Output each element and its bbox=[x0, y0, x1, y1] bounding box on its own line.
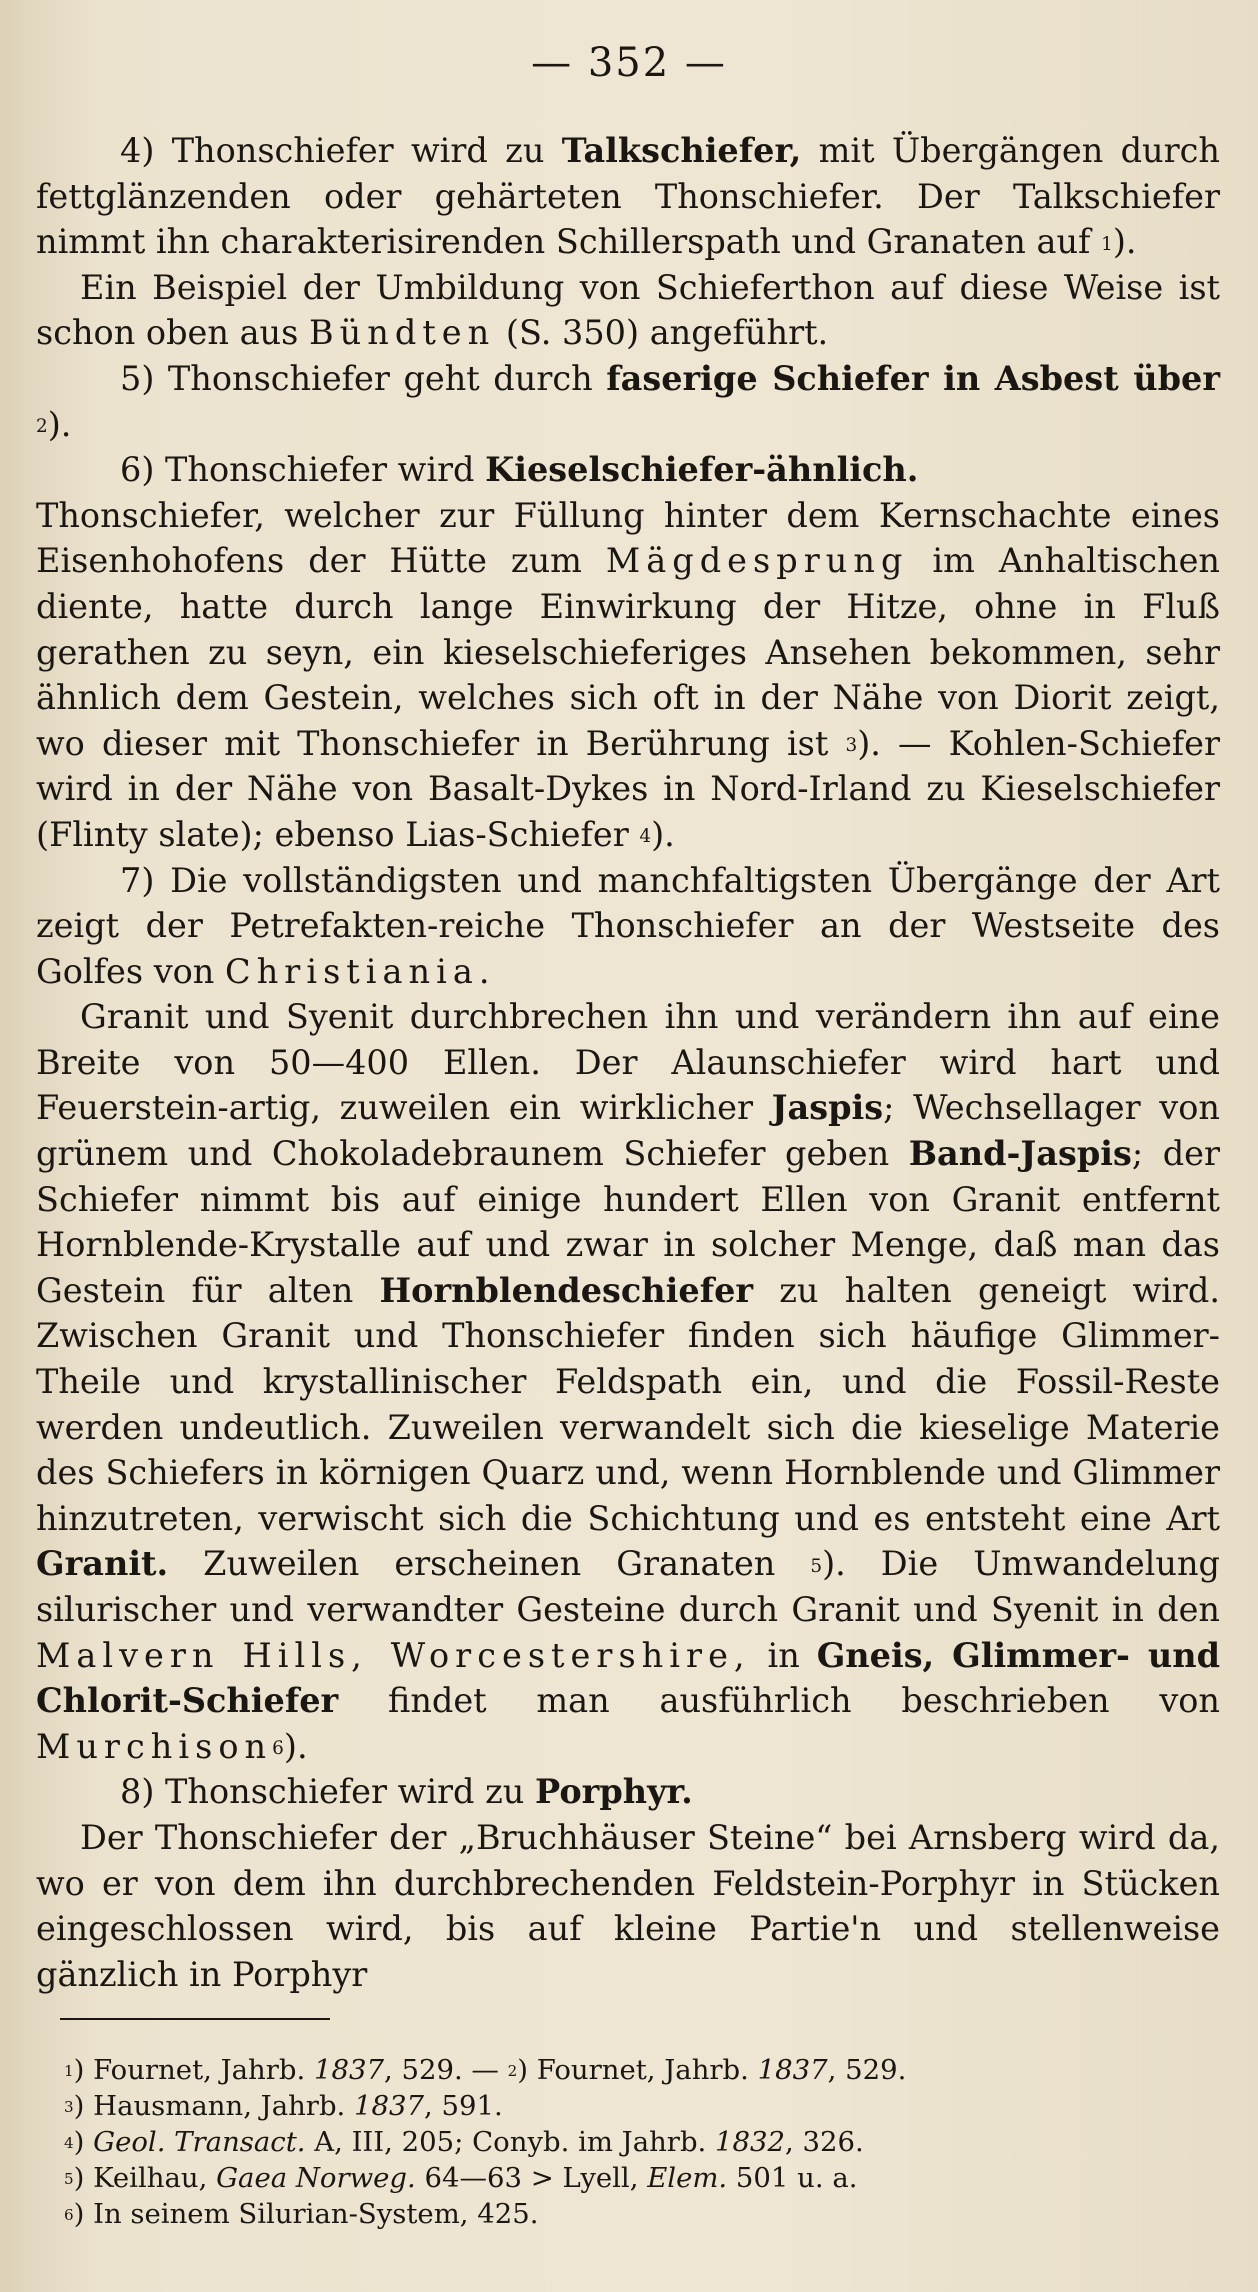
text-run: mit Übergängen durch fettglänzenden oder gehärteten Thonschiefer. Der Talkschiefer nimmt ihn charakterisirenden Schillerspath und Granaten auf bbox=[36, 131, 1220, 262]
text-run: 6) Thonschiefer wird bbox=[120, 450, 486, 490]
footnote-year: 1832 bbox=[715, 2126, 786, 2158]
footnote-text: ) Hausmann, Jahrb. bbox=[73, 2090, 355, 2122]
term-jaspis: Jaspis bbox=[771, 1088, 884, 1128]
footnote-text: Lyell, bbox=[553, 2162, 648, 2194]
footnote-ref[interactable]: 1 bbox=[1101, 233, 1113, 255]
text-run: findet man ausführlich beschrieben von bbox=[338, 1681, 1220, 1721]
footnote-text: , 591. bbox=[424, 2090, 503, 2122]
text-run: Thonschiefer, welcher zur Füllung hinter dem Kernschachte eines Eisenhohofens der Hütte zum bbox=[36, 495, 1220, 581]
text-run: ). Die Umwandelung silurischer und verwandter Gesteine durch Granit und Syenit in den bbox=[36, 1544, 1220, 1629]
place-buendten: Bündten bbox=[308, 313, 496, 353]
paragraph-7 bbox=[36, 858, 1220, 995]
footnote-ref[interactable]: 6 bbox=[272, 1738, 284, 1760]
footnote-text: ) bbox=[73, 2126, 94, 2158]
text-run: Ein Beispiel der Umbildung von Schieferthon auf diese Weise ist schon oben aus bbox=[36, 267, 1220, 353]
footnote-number: 6 bbox=[64, 2205, 74, 2224]
footnote-journal: Geol. Transact. bbox=[93, 2126, 306, 2158]
text-run: ; Wechsellager von grünem und Chokoladebraunem Schiefer geben bbox=[36, 1088, 1220, 1174]
footnote-number: 1 bbox=[64, 2061, 74, 2080]
footnotes bbox=[64, 2052, 1214, 2232]
paragraph-example bbox=[36, 265, 1220, 356]
footnote-text: ) Fournet, Jahrb. bbox=[517, 2054, 758, 2086]
paragraph-6 bbox=[36, 447, 1220, 493]
term-talkschiefer: Talkschiefer, bbox=[561, 131, 802, 170]
paragraph-4 bbox=[36, 128, 1220, 265]
footnote-journal: Gaea Norweg. bbox=[216, 2162, 416, 2194]
footnote-text: ) In seinem Silurian-System, 425. bbox=[73, 2198, 539, 2230]
footnote-ref[interactable]: 5 bbox=[810, 1555, 823, 1577]
text-run: 7) Die vollständigsten und manchfaltigsten Übergänge der Art zeigt der Petrefakten-reiche Thonschiefer an der Westseite des Golfes von bbox=[36, 860, 1220, 991]
footnote-ref[interactable]: 4 bbox=[639, 826, 652, 848]
paragraph-7-body bbox=[36, 994, 1220, 1769]
footnote-number: 5 bbox=[64, 2169, 74, 2188]
footnote-number: 4 bbox=[64, 2133, 74, 2152]
text-run: ). — Kohlen-Schiefer wird in der Nähe von Basalt-Dykes in Nord-Irland zu Kieselschiefer (Flinty slate); ebenso Lias-Schiefer bbox=[36, 723, 1221, 854]
term-asbest: faserige Schiefer in Asbest über bbox=[606, 358, 1220, 398]
footnote-line bbox=[64, 2196, 1214, 2232]
footnote-text: , 326. bbox=[785, 2126, 864, 2158]
text-run: im Anhaltischen diente, hatte durch lange Einwirkung der Hitze, ohne in Fluß gerathen zu seyn, ein kieselschieferiges Ansehen bekommen, sehr ähnlich dem Gestein, welches sich oft in der Nähe von Diorit zeigt, wo dieser mit Thonschiefer in Berührung ist bbox=[36, 541, 1220, 763]
paragraph-8 bbox=[36, 1769, 1220, 1815]
footnote-text: A, III, 205; Conyb. im Jahrb. bbox=[305, 2126, 716, 2158]
footnote-line bbox=[64, 2160, 1214, 2196]
text-run: 4) Thonschiefer wird zu bbox=[120, 131, 562, 170]
text-run: Granit und Syenit durchbrechen ihn und verändern ihn auf eine Breite von 50—400 Ellen. Der Alaunschiefer wird hart und Feuerstein-artig, zuweilen ein wirklicher bbox=[36, 997, 1220, 1128]
place-maegdesprung: Mägdesprung bbox=[605, 541, 909, 581]
paragraph-8-body bbox=[36, 1815, 1220, 1997]
footnote-journal: Elem. bbox=[647, 2162, 728, 2194]
footnote-line bbox=[64, 2088, 1214, 2124]
text-run: (S. 350) angeführt. bbox=[495, 313, 829, 353]
author-murchison: Murchison bbox=[36, 1726, 273, 1766]
footnote-ref[interactable]: 3 bbox=[845, 735, 858, 757]
page-number: — 352 — bbox=[531, 40, 727, 86]
text-run: in bbox=[750, 1635, 817, 1675]
paragraph-5 bbox=[36, 356, 1220, 447]
term-porphyr: Porphyr. bbox=[535, 1772, 693, 1812]
footnote-line bbox=[64, 2052, 1214, 2088]
footnote-year: 1837 bbox=[757, 2054, 828, 2086]
term-gneis-schiefer: Gneis, Glimmer- und Chlorit-Schiefer bbox=[36, 1635, 1220, 1721]
text-run: ). bbox=[47, 404, 72, 444]
text-run: zu halten geneigt wird. Zwischen Granit und Thonschiefer finden sich häufige Glimmer-Theile und krystallinischer Feldspath ein, und die Fossil-Reste werden undeutlich. Zuweilen verwandelt sich die kieselige Materie des Schiefers in körnigen Quarz und, wenn Hornblende und Glimmer hinzutreten, verwischt sich die Schichtung und es entsteht eine Art bbox=[36, 1270, 1220, 1538]
footnote-line bbox=[64, 2124, 1214, 2160]
text-run: 8) Thonschiefer wird zu bbox=[120, 1772, 536, 1812]
paragraph-6-body bbox=[36, 493, 1220, 858]
text-run: ; der Schiefer nimmt bis auf einige hundert Ellen von Granit entfernt Hornblende-Krystalle auf und zwar in solcher Menge, daß man das Gestein für alten bbox=[36, 1134, 1220, 1310]
place-christiania: Christiania. bbox=[225, 951, 496, 991]
footnote-text: , 529. bbox=[827, 2054, 907, 2086]
term-hornblendeschiefer: Hornblendeschiefer bbox=[379, 1270, 754, 1310]
term-granit: Granit. bbox=[36, 1544, 169, 1584]
text-run: ). bbox=[651, 814, 675, 854]
footnote-year: 1837 bbox=[354, 2090, 425, 2122]
text-run: Zuweilen erscheinen Granaten bbox=[168, 1544, 811, 1584]
footnote-text: , 529. — bbox=[383, 2054, 508, 2086]
text-run: ). bbox=[283, 1726, 308, 1766]
text-run: Der Thonschiefer der „Bruchhäuser Steine“ bei Arnsberg wird da, wo er von dem ihn durchbrechenden Feldstein-Porphyr in Stücken eingeschlossen wird, bis auf kleine Partie'n und stellenweise gänzlich in Porphyr bbox=[36, 1817, 1220, 1994]
footnote-text: 64—63 bbox=[415, 2162, 531, 2194]
main-text bbox=[36, 128, 1220, 1997]
footnote-text: 501 u. a. bbox=[727, 2162, 858, 2194]
text-run: ). bbox=[1112, 222, 1137, 262]
footnote-year: 1837 bbox=[313, 2054, 384, 2086]
footnote-ref[interactable]: 2 bbox=[36, 415, 48, 437]
term-band-jaspis: Band-Jaspis bbox=[908, 1134, 1132, 1174]
footnote-text: ) Fournet, Jahrb. bbox=[73, 2054, 314, 2086]
footnote-text: ) Keilhau, bbox=[73, 2162, 217, 2194]
footnote-divider bbox=[60, 2018, 330, 2020]
footnote-number: 2 bbox=[507, 2061, 518, 2080]
text-run: 5) Thonschiefer geht durch bbox=[120, 358, 607, 398]
footnote-number: 3 bbox=[64, 2097, 74, 2116]
greater-than-sign: > bbox=[530, 2162, 554, 2194]
term-kieselschiefer: Kieselschiefer-ähnlich. bbox=[485, 450, 919, 490]
place-malvern-hills: Malvern Hills, Worcestershire, bbox=[36, 1635, 751, 1675]
